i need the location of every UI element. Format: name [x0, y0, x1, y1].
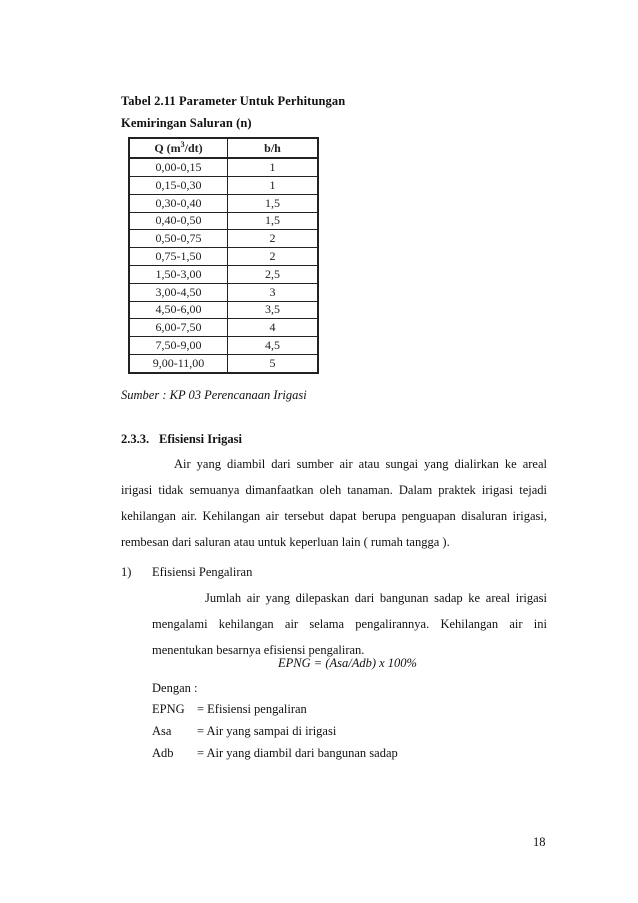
cell-bh: 1 [228, 158, 319, 176]
list-item-title: Efisiensi Pengaliran [152, 565, 253, 579]
cell-q: 1,50-3,00 [129, 265, 228, 283]
table-row [129, 230, 318, 248]
cell-bh: 4,5 [228, 337, 319, 355]
table-header-row [129, 138, 318, 158]
table-caption-line1: Tabel 2.11 Parameter Untuk Perhitungan [121, 94, 346, 108]
table-row [129, 212, 318, 230]
cell-bh: 1,5 [228, 194, 319, 212]
definition-text: = Air yang diambil dari bangunan sadap [197, 746, 398, 760]
table-row [129, 194, 318, 212]
header-q-suffix: /dt) [184, 140, 203, 155]
header-q [129, 138, 228, 158]
cell-q: 0,50-0,75 [129, 230, 228, 248]
list-item-number: 1) [121, 565, 132, 579]
cell-q: 0,30-0,40 [129, 194, 228, 212]
page-number: 18 [533, 835, 546, 849]
paragraph-efisiensi-pengaliran: Jumlah air yang dilepaskan dari bangunan sadap ke areal irigasi mengalami kehilangan air selama pengalirannya. Kehilangan air ini menentukan besarnya efisiensi pengaliran. [152, 591, 547, 657]
parameter-table [128, 137, 319, 374]
table-row [129, 176, 318, 194]
header-q-prefix: Q (m [154, 140, 181, 155]
definition-text: = Efisiensi pengaliran [197, 702, 307, 716]
cell-bh: 5 [228, 355, 319, 374]
cell-q: 6,00-7,50 [129, 319, 228, 337]
header-bh: b/h [228, 138, 319, 158]
section-heading [121, 432, 242, 447]
cell-bh: 2 [228, 248, 319, 266]
section-number: 2.3.3. [121, 432, 150, 446]
header-q-sup: 3 [180, 139, 185, 149]
table-row [129, 265, 318, 283]
table-row [129, 355, 318, 374]
cell-bh: 2 [228, 230, 319, 248]
cell-q: 0,75-1,50 [129, 248, 228, 266]
cell-bh: 1 [228, 176, 319, 194]
cell-q: 9,00-11,00 [129, 355, 228, 374]
formula: EPNG = (Asa/Adb) x 100% [278, 656, 417, 670]
dengan-label: Dengan : [152, 681, 198, 695]
definition-text: = Air yang sampai di irigasi [197, 724, 337, 738]
cell-q: 4,50-6,00 [129, 301, 228, 319]
definition-term: Asa [152, 724, 172, 738]
cell-q: 0,15-0,30 [129, 176, 228, 194]
definition-term: EPNG [152, 702, 185, 716]
cell-bh: 3,5 [228, 301, 319, 319]
table-row [129, 248, 318, 266]
table-row [129, 158, 318, 176]
table-row [129, 337, 318, 355]
parameter-table-image [128, 137, 319, 374]
cell-q: 3,00-4,50 [129, 283, 228, 301]
cell-q: 0,00-0,15 [129, 158, 228, 176]
table-row [129, 283, 318, 301]
table-caption-line2: Kemiringan Saluran (n) [121, 116, 252, 130]
cell-bh: 3 [228, 283, 319, 301]
paragraph-intro: Air yang diambil dari sumber air atau sungai yang dialirkan ke areal irigasi tidak semuanya dimanfaatkan oleh tanaman. Dalam praktek irigasi tejadi kehilangan air. Kehilangan air tersebut dapat berupa penguapan disaluran irigasi, rembesan dari saluran atau untuk keperluan lain ( rumah tangga ). [121, 457, 547, 549]
definition-term: Adb [152, 746, 174, 760]
table-row [129, 319, 318, 337]
section-title: Efisiensi Irigasi [159, 432, 242, 446]
cell-q: 7,50-9,00 [129, 337, 228, 355]
cell-bh: 4 [228, 319, 319, 337]
cell-q: 0,40-0,50 [129, 212, 228, 230]
cell-bh: 1,5 [228, 212, 319, 230]
table-source: Sumber : KP 03 Perencanaan Irigasi [121, 388, 307, 402]
table-row [129, 301, 318, 319]
cell-bh: 2,5 [228, 265, 319, 283]
